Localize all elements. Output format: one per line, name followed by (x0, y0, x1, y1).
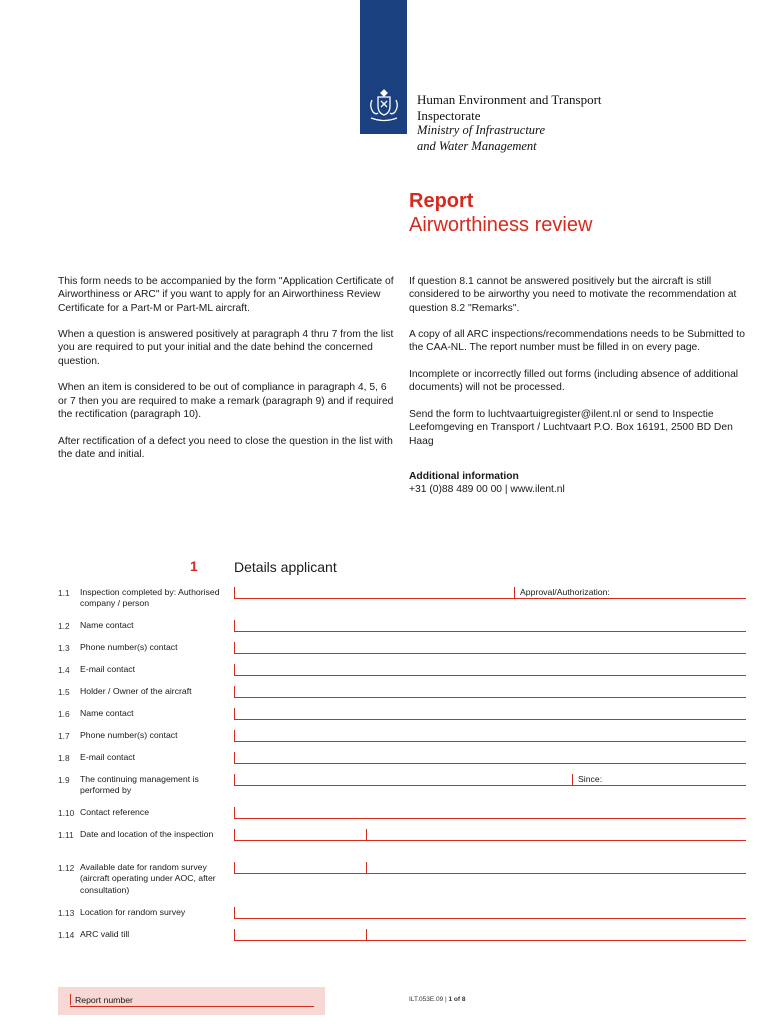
field-marker (234, 862, 235, 873)
inspection-date-location-field[interactable] (234, 840, 746, 841)
row-number: 1.8 (58, 753, 70, 763)
continuing-management-field[interactable] (234, 785, 746, 786)
document-title (409, 189, 592, 237)
field-marker (234, 752, 235, 763)
field-marker (234, 807, 235, 818)
section-header (0, 558, 768, 578)
page-indicator: 1 of 8 (448, 996, 466, 1003)
org-line-2: Inspectorate (417, 107, 481, 123)
row-label: ARC valid till (80, 929, 130, 939)
section-title: Details applicant (234, 559, 337, 575)
intro-paragraph: A copy of all ARC inspections/recommendations needs to be Submitted to the CAA-NL. The report number must be filled in on every page. (409, 329, 745, 354)
ministry-line-1: Ministry of Infrastructure (417, 123, 546, 137)
report-number-label: Report number (75, 995, 133, 1005)
row-number: 1.14 (58, 930, 75, 940)
field-marker (234, 708, 235, 719)
field-marker (234, 829, 235, 840)
holder-owner-field[interactable] (234, 697, 746, 698)
row-label: Phone number(s) contact (80, 730, 178, 740)
arc-valid-till-field[interactable] (234, 940, 746, 941)
intro-right-column (409, 275, 749, 510)
field-marker (366, 862, 367, 873)
owner-email-contact-field[interactable] (234, 763, 746, 764)
intro-paragraph: Incomplete or incorrectly filled out forms (including absence of additional documents) will not be processed. (409, 369, 739, 394)
field-marker (70, 994, 71, 1005)
random-survey-date-field[interactable] (234, 873, 746, 874)
row-label: Holder / Owner of the aircraft (80, 686, 192, 696)
row-number: 1.9 (58, 775, 70, 785)
row-label: Name contact (80, 620, 134, 630)
coat-of-arms-icon (365, 86, 403, 124)
email-contact-field[interactable] (234, 675, 746, 676)
row-label: Available date for random survey (aircraft operating under AOC, after consultation) (80, 862, 216, 895)
row-number: 1.1 (58, 588, 70, 598)
contact-reference-field[interactable] (234, 818, 746, 819)
additional-info-contact: +31 (0)88 489 00 00 | www.ilent.nl (409, 484, 565, 496)
row-label: Date and location of the inspection (80, 829, 214, 839)
owner-phone-contact-field[interactable] (234, 741, 746, 742)
row-number: 1.7 (58, 731, 70, 741)
row-label: Inspection completed by: Authorised company / person (80, 587, 220, 609)
row-number: 1.4 (58, 665, 70, 675)
intro-paragraph: When an item is considered to be out of compliance in paragraph 4, 5, 6 or 7 then you are required to make a remark (paragraph 9) and if required the rectification (paragraph 10). (58, 382, 394, 420)
section-number: 1 (190, 558, 198, 574)
logo-bar (360, 0, 407, 134)
field-marker (234, 730, 235, 741)
field-marker (366, 929, 367, 940)
field-marker (234, 686, 235, 697)
approval-label: Approval/Authorization: (520, 587, 610, 597)
ministry-line-2: and Water Management (417, 138, 537, 153)
row-label: Phone number(s) contact (80, 642, 178, 652)
row-label: E-mail contact (80, 664, 136, 674)
row-label: The continuing management is performed by (80, 774, 199, 796)
organization-name (417, 92, 602, 154)
row-number: 1.6 (58, 709, 70, 719)
page-footer (409, 996, 466, 1003)
intro-paragraph: This form needs to be accompanied by the form "Application Certificate of Airworthiness or ARC" if you want to apply for an Airworthiness Review Certificate for a Part-M or Part-ML aircraft. (58, 276, 394, 314)
field-marker (234, 774, 235, 785)
intro-paragraph: After rectification of a defect you need to close the question in the list with the date and initial. (58, 435, 393, 460)
field-marker (366, 829, 367, 840)
row-number: 1.13 (58, 908, 75, 918)
field-marker (234, 907, 235, 918)
row-number: 1.2 (58, 621, 70, 631)
field-marker (514, 587, 515, 598)
row-number: 1.10 (58, 808, 75, 818)
intro-paragraph: Send the form to luchtvaartuigregister@ilent.nl or send to Inspectie Leefomgeving en Transport / Luchtvaart P.O. Box 16191, 2500 BD Den Haag (409, 408, 733, 447)
row-number: 1.12 (58, 863, 75, 873)
title-sub: Airworthiness review (409, 214, 593, 236)
intro-left-column (58, 275, 394, 474)
intro-paragraph: If question 8.1 cannot be answered positively but the aircraft is still considered to be airworthy you need to motivate the recommendation at question 8.2 "Remarks". (409, 276, 737, 314)
field-marker (234, 642, 235, 653)
form-code: ILT.053E.09 | (409, 996, 449, 1003)
row-label: E-mail contact (80, 752, 136, 762)
row-number: 1.3 (58, 643, 70, 653)
org-line-1: Human Environment and Transport (417, 92, 602, 107)
row-number: 1.11 (58, 830, 74, 840)
row-label: Contact reference (80, 807, 150, 817)
phone-contact-field[interactable] (234, 653, 746, 654)
owner-name-contact-field[interactable] (234, 719, 746, 720)
intro-paragraph: When a question is answered positively at paragraph 4 thru 7 from the list you are required to put your initial and the date behind the concerned question. (58, 329, 394, 367)
random-survey-location-field[interactable] (234, 918, 746, 919)
inspection-completed-field[interactable] (234, 598, 746, 599)
field-marker (234, 929, 235, 940)
report-number-field[interactable] (70, 1006, 314, 1007)
row-label: Name contact (80, 708, 134, 718)
since-label: Since: (578, 774, 603, 784)
field-marker (234, 620, 235, 631)
title-main: Report (409, 190, 474, 212)
field-marker (234, 664, 235, 675)
additional-info-title: Additional information (409, 470, 519, 482)
report-number-box (58, 987, 325, 1015)
name-contact-field[interactable] (234, 631, 746, 632)
row-number: 1.5 (58, 687, 70, 697)
row-label: Location for random survey (80, 907, 186, 917)
field-marker (572, 774, 573, 785)
field-marker (234, 587, 235, 598)
